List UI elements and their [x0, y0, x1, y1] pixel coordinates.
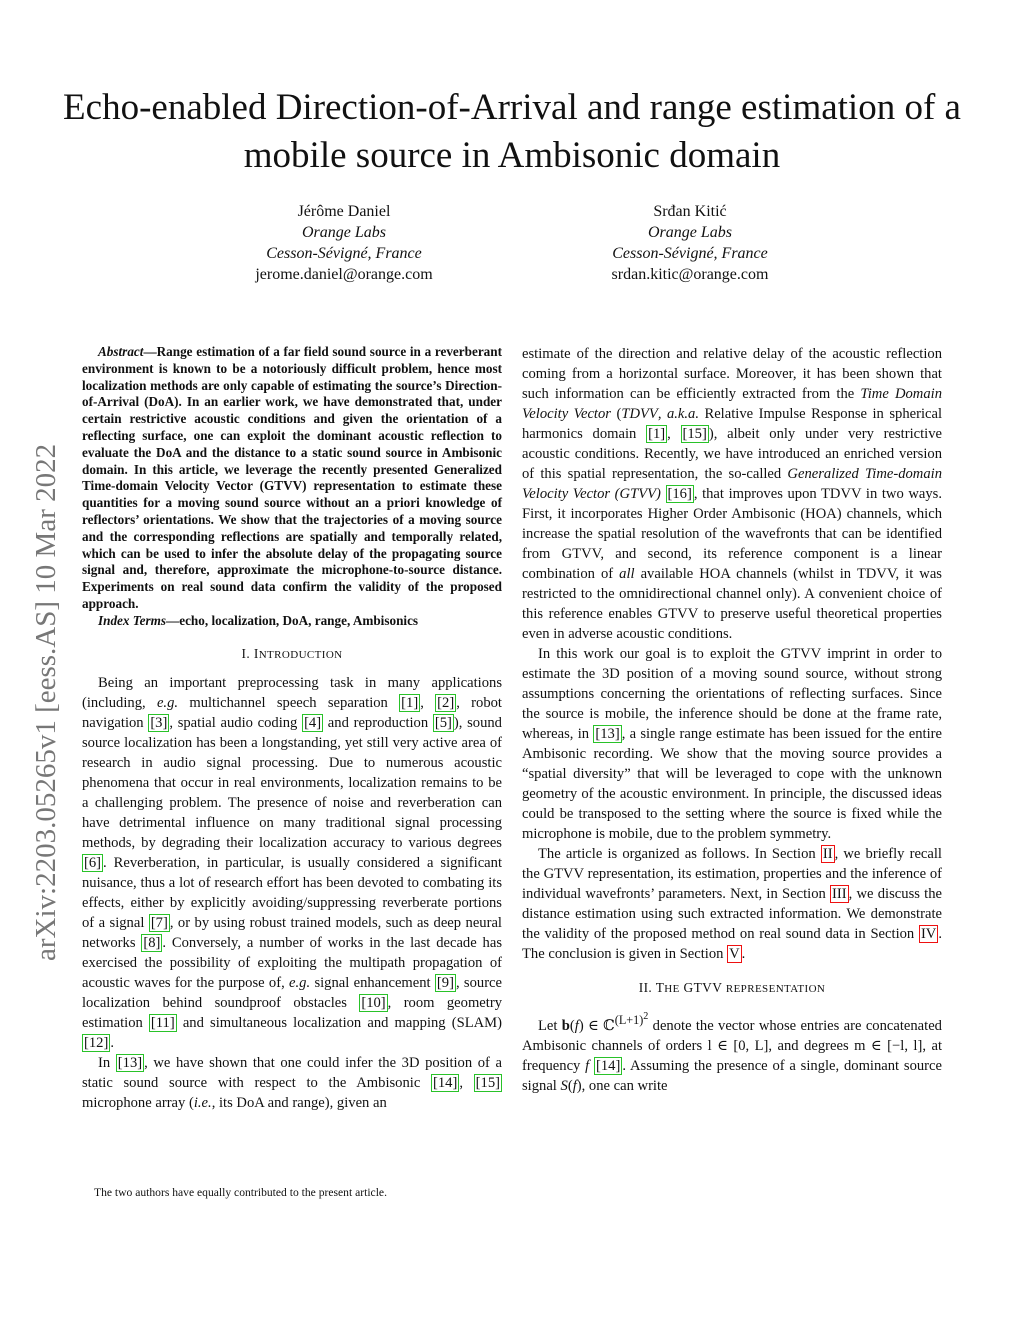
- citation-link[interactable]: [7]: [150, 914, 168, 931]
- section2-paragraph-1: Let b(f) ∈ ℂ$^{(L+1)^2}$ denote the vector whose entries are concatenated Ambisonic channels of orders l ∈ [0, L], and degrees m ∈ [−l, l], at frequency f [14] . Assuming the presence of a single, dominant source signal S(f), one can write: [522, 1011, 942, 1094]
- author-location: Cesson-Sévigné, France: [612, 245, 768, 262]
- section-heading-gtvv: II. THE GTVV REPRESENTATION: [638, 980, 826, 995]
- citation-link[interactable]: [5]: [434, 714, 452, 731]
- section-heading-introduction: I. INTRODUCTION: [241, 645, 343, 661]
- author-email[interactable]: srdan.kitic@orange.com: [611, 266, 769, 283]
- citation-link[interactable]: [4]: [304, 714, 322, 731]
- author-location: Cesson-Sévigné, France: [266, 245, 422, 262]
- citation-link[interactable]: [15]: [682, 426, 707, 442]
- paper-title: Echo-enabled Direction-of-Arrival and range estimation of a mobile source in Ambisonic domain: [63, 87, 961, 176]
- citation-link[interactable]: [14]: [433, 1074, 458, 1091]
- author-name: Srđan Kitić: [653, 203, 727, 220]
- author-email[interactable]: jerome.daniel@orange.com: [255, 266, 433, 283]
- section-link[interactable]: IV: [920, 926, 937, 942]
- citation-link[interactable]: [8]: [143, 934, 161, 951]
- abstract-lead: Abstract: [98, 344, 144, 359]
- citation-link[interactable]: [11]: [150, 1014, 175, 1031]
- citation-link[interactable]: [16]: [667, 486, 692, 502]
- section-link[interactable]: II: [822, 846, 833, 862]
- intro-paragraph-1: Being an important preprocessing task in many applications (including, e.g. multichannel speech separation [1] , [2] , robot navigation [3] , spatial audio coding [4] and reproduction [5] ), sound source localization has been a longstanding, yet still very active area of research in audio signal processing. Due to numerous acoustic phenomena that occur in real environments, localization remains to be a challenging problem. The presence of noise and reverberation can have detrimental influence on many traditional signal processing methods, by degrading their localization accuracy to various degrees [6] . Reverberation, in particular, is usually considered a significant nuisance, thus a lot of research effort has been devoted to combating its effects, either by explicitly avoiding/suppressing reverberate portions of a signal [7] , or by using robust trained models, such as deep neural networks [8] . Conversely, a number of works in the last decade has exercised the possibility of exploiting the multipath propagation of acoustic waves for the purpose of, e.g. signal enhancement [9] , source localization behind soundproof obstacles [10] , room geometry estimation [11] and simultaneous localization and mapping (SLAM) [12] .: [82, 674, 503, 1051]
- intro-paragraph-2-continued: estimate of the direction and relative delay of the acoustic reflection coming from a horizontal surface. Moreover, it has been shown that such information can be efficiently extracted from the Time Domain Velocity Vector (TDVV, a.k.a. Relative Impulse Response in spherical harmonics domain [1] , [15] ), albeit only under very restrictive acoustic conditions. Recently, we have introduced an enriched version of this spatial representation, the so-called Generalized Time-domain Velocity Vector (GTVV) [16] , that improves upon TDVV in two ways. First, it incorporates Higher Order Ambisonic (HOA) channels, which increase the spatial resolution of the wavefronts that can be identified from GTVV, and second, its reference component is a linear combination of all available HOA channels (whilst in TDVV, it was restricted to the omnidirectional channel only). A convenient choice of this reference enables GTVV to preserve useful theoretical properties even in adverse acoustic conditions.: [522, 346, 943, 642]
- intro-paragraph-3: In this work our goal is to exploit the GTVV imprint in order to estimate the 3D position of a moving sound source, without strong assumptions concerning the orientations of reflecting surfaces. Since the source is mobile, the inference should be done at the frame rate, whereas, in [13] , a single range estimate has been issued for the entire Ambisonic recording. We show that the moving source provides a “spatial diversity” that will be leveraged to cope with the unknown geometry of the acoustic environment. In principle, the discussed ideas could be transposed to the setting where the source is fixed while the microphone is mobile, due to the problem symmetry.: [522, 646, 942, 842]
- citation-link[interactable]: [3]: [150, 714, 168, 731]
- intro-paragraph-2: In [13] , we have shown that one could infer the 3D position of a static sound source with respect to the Ambisonic [14] , [15] microphone array (i.e., its DoA and range), given an: [82, 1054, 503, 1111]
- author-affiliation: Orange Labs: [647, 224, 732, 241]
- index-terms-text: —echo, localization, DoA, range, Ambisonics: [166, 612, 419, 628]
- section-link[interactable]: V: [729, 946, 740, 962]
- footnote: The two authors have equally contributed to the present article.: [94, 1186, 387, 1199]
- citation-link[interactable]: [14]: [596, 1057, 621, 1074]
- abstract: [82, 344, 502, 613]
- citation-link[interactable]: [15]: [475, 1074, 500, 1091]
- index-terms: [82, 613, 502, 630]
- citation-link[interactable]: [1]: [401, 694, 419, 711]
- intro-paragraph-4: The article is organized as follows. In Section II , we briefly recall the GTVV representation, its estimation, properties and the inference of individual wavefronts’ parameters. Next, in Section III , we discuss the distance estimation using such extracted information. We demonstrate the validity of the proposed method on real sound data in Section IV . The conclusion is given in Section V .: [522, 846, 942, 962]
- abstract-text: —Range estimation of a far field sound source in a reverberant environment is known to be a notoriously difficult problem, hence most localization methods are only capable of estimating the source’s Direction-of-Arrival (DoA). In an earlier work, we have demonstrated that, under certain restrictive acoustic conditions and given the orientation of a reflecting surface, one can exploit the dominant acoustic reflection to evaluate the DoA and the distance to a static sound source in Ambisonic domain. In this article, we leverage the recently presented Generalized Time-domain Velocity Vector (GTVV) representation to estimate these quantities for a moving sound source without an a priori knowledge of reflectors’ orientations. We show that the trajectories of a moving source and the corresponding reflections are spatially and temporally related, which can be used to infer the absolute delay of the propagating source signal and, therefore, approximate the microphone-to-source distance. Experiments on real sound data confirm the validity of the proposed approach.: [82, 344, 502, 611]
- right-column: [522, 344, 942, 1096]
- arxiv-stamp[interactable]: arXiv:2203.05265v1 [eess.AS] 10 Mar 2022: [30, 443, 62, 961]
- citation-link[interactable]: [13]: [117, 1054, 143, 1071]
- citation-link[interactable]: [6]: [84, 854, 102, 871]
- author-block-daniel: [164, 201, 524, 285]
- index-terms-lead: Index Terms: [98, 612, 167, 628]
- left-column: [82, 344, 502, 1113]
- section-link[interactable]: III: [832, 886, 847, 902]
- citation-link[interactable]: [13]: [595, 726, 620, 742]
- author-name: Jérôme Daniel: [297, 203, 391, 220]
- citation-link[interactable]: [1]: [648, 426, 666, 442]
- citation-link[interactable]: [2]: [437, 694, 455, 711]
- citation-link[interactable]: [9]: [436, 974, 454, 991]
- citation-link[interactable]: [12]: [84, 1034, 109, 1051]
- citation-link[interactable]: [10]: [361, 994, 386, 1011]
- author-block-kitic: [510, 201, 870, 285]
- author-affiliation: Orange Labs: [301, 224, 386, 241]
